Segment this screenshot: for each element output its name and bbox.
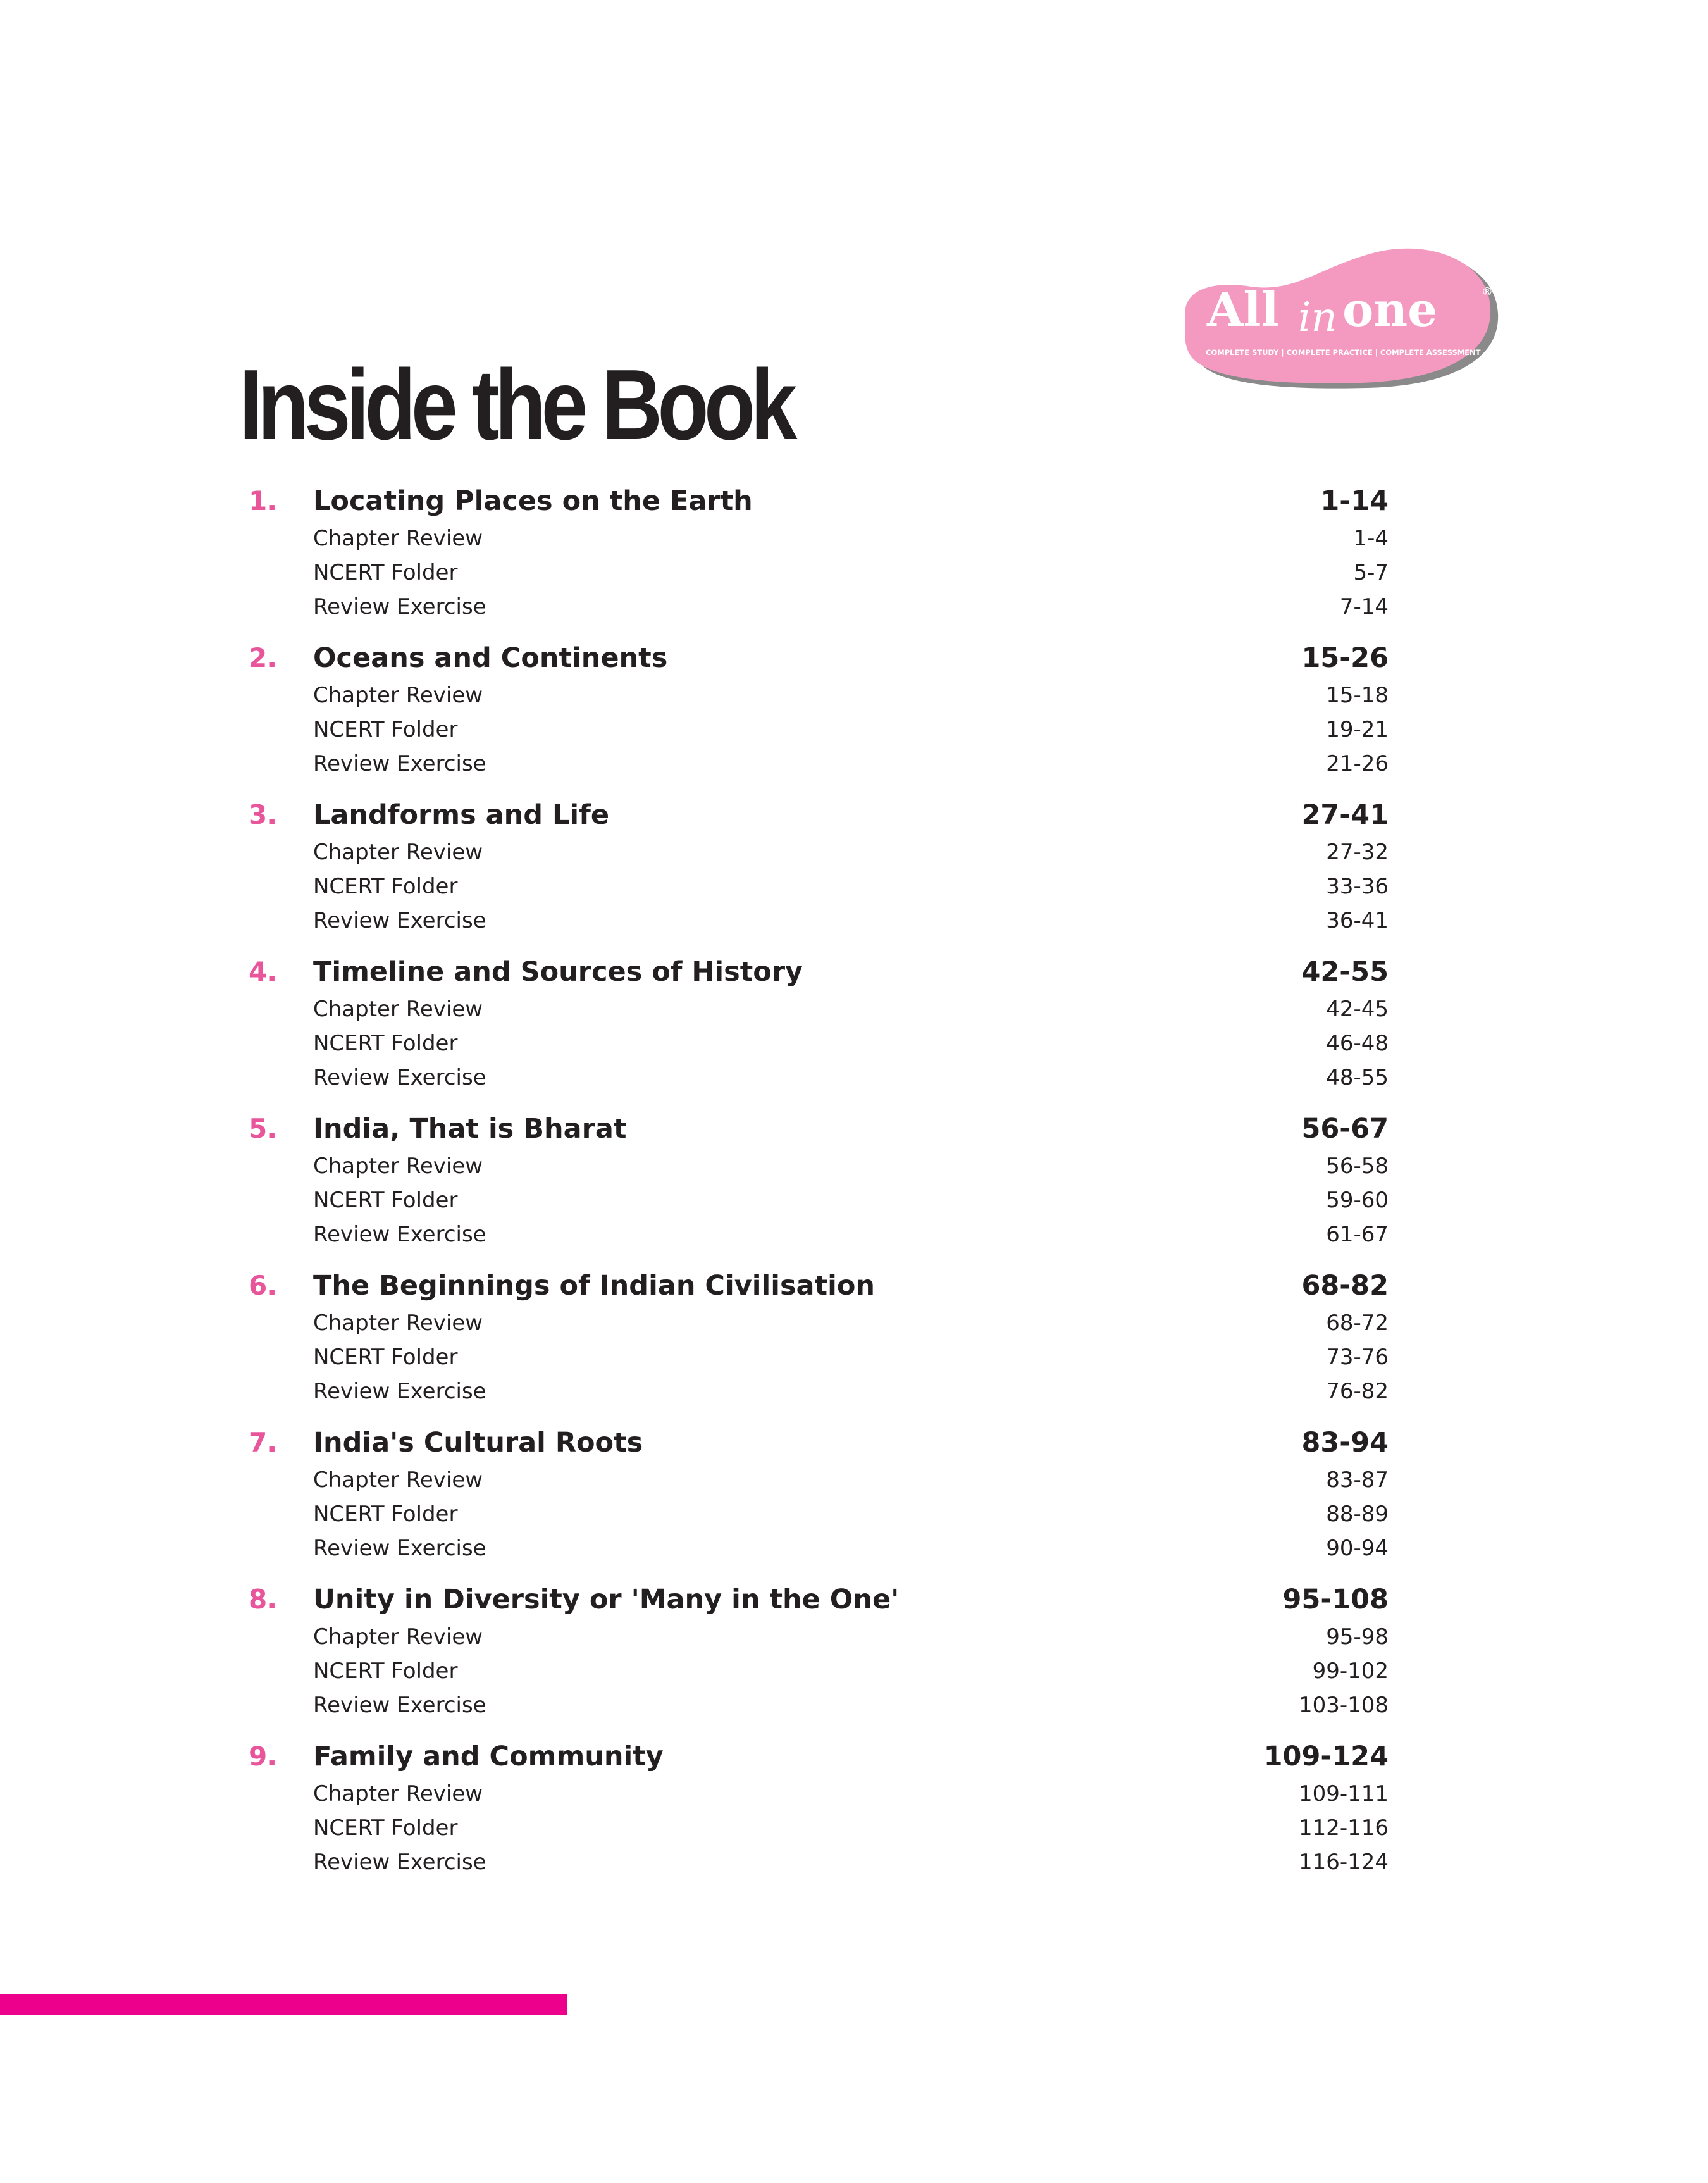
section-row [0,835,1708,869]
section-label: Review Exercise [313,594,486,619]
section-page-range: 59-60 [1326,1188,1389,1213]
section-row [0,1374,1708,1409]
section-label: Review Exercise [313,1379,486,1404]
section-row [0,1654,1708,1688]
section-row [0,1026,1708,1060]
section-page-range: 15-18 [1326,683,1389,708]
section-page-range: 46-48 [1326,1031,1389,1056]
section-label: Chapter Review [313,683,483,708]
chapter-title: Landforms and Life [313,799,610,831]
section-row [0,1497,1708,1531]
section-label: Chapter Review [313,1624,483,1650]
section-label: NCERT Folder [313,560,458,585]
section-label: Review Exercise [313,1693,486,1718]
section-page-range: 5-7 [1353,560,1389,585]
chapter-title: Family and Community [313,1741,664,1772]
section-page-range: 48-55 [1326,1065,1389,1090]
chapter-entry [0,1581,1708,1726]
section-row [0,590,1708,624]
section-label: Review Exercise [313,1536,486,1561]
chapter-number: 4. [249,956,278,987]
section-label: Chapter Review [313,1781,483,1807]
section-row [0,1620,1708,1654]
section-page-range: 112-116 [1298,1815,1389,1841]
section-row [0,1340,1708,1374]
section-row [0,904,1708,938]
section-label: NCERT Folder [313,874,458,899]
section-label: NCERT Folder [313,1815,458,1841]
section-row [0,1777,1708,1811]
chapter-number: 2. [249,642,278,673]
section-page-range: 1-4 [1353,526,1389,551]
logo-text-all: All [1207,283,1279,337]
section-label: Review Exercise [313,751,486,776]
section-page-range: 95-98 [1326,1624,1389,1650]
section-row [0,521,1708,556]
chapter-title: Timeline and Sources of History [313,956,803,988]
section-row [0,1183,1708,1217]
chapter-entry [0,1738,1708,1883]
section-page-range: 7-14 [1339,594,1389,619]
section-label: Chapter Review [313,1310,483,1336]
chapter-entry [0,639,1708,785]
section-row [0,1149,1708,1183]
chapter-entry [0,1267,1708,1412]
section-page-range: 27-32 [1326,840,1389,865]
section-page-range: 42-45 [1326,997,1389,1022]
chapter-title: The Beginnings of Indian Civilisation [313,1270,876,1302]
section-page-range: 68-72 [1326,1310,1389,1336]
section-page-range: 33-36 [1326,874,1389,899]
section-page-range: 76-82 [1326,1379,1389,1404]
chapter-title: India, That is Bharat [313,1113,627,1145]
logo-text-one: one [1342,283,1438,337]
section-label: NCERT Folder [313,1031,458,1056]
accent-bar [0,1994,567,2015]
chapter-number: 8. [249,1584,278,1615]
section-page-range: 73-76 [1326,1345,1389,1370]
section-row [0,678,1708,712]
chapter-number: 3. [249,799,278,830]
section-row [0,1531,1708,1565]
section-row [0,712,1708,747]
chapter-page-range: 95-108 [1282,1584,1389,1615]
section-label: NCERT Folder [313,1345,458,1370]
logo-text-in: in [1298,294,1337,341]
section-page-range: 36-41 [1326,908,1389,933]
chapter-page-range: 27-41 [1301,799,1389,831]
chapter-title: Oceans and Continents [313,642,668,674]
section-label: Chapter Review [313,1467,483,1493]
section-label: NCERT Folder [313,717,458,742]
section-row [0,1688,1708,1722]
section-row [0,869,1708,904]
chapter-number: 9. [249,1741,278,1772]
chapter-entry [0,1110,1708,1255]
chapter-page-range: 15-26 [1301,642,1389,674]
section-row [0,747,1708,781]
page-title: Inside the Book [239,349,793,461]
logo-registered-mark: ® [1482,285,1493,299]
chapter-entry [0,1424,1708,1569]
section-label: Review Exercise [313,1850,486,1875]
section-row [0,1463,1708,1497]
section-label: NCERT Folder [313,1502,458,1527]
section-page-range: 109-111 [1298,1781,1389,1807]
section-row [0,1306,1708,1340]
section-row [0,1217,1708,1252]
section-page-range: 61-67 [1326,1222,1389,1247]
section-label: Chapter Review [313,526,483,551]
section-row [0,1060,1708,1095]
chapter-page-range: 42-55 [1301,956,1389,988]
chapter-title: Unity in Diversity or 'Many in the One' [313,1584,900,1615]
chapter-page-range: 83-94 [1301,1427,1389,1458]
section-page-range: 99-102 [1312,1658,1389,1684]
section-label: NCERT Folder [313,1188,458,1213]
section-label: NCERT Folder [313,1658,458,1684]
chapter-entry [0,953,1708,1098]
section-label: Chapter Review [313,997,483,1022]
section-row [0,556,1708,590]
section-label: Chapter Review [313,840,483,865]
section-label: Review Exercise [313,908,486,933]
section-label: Review Exercise [313,1222,486,1247]
section-label: Chapter Review [313,1154,483,1179]
section-page-range: 21-26 [1326,751,1389,776]
chapter-page-range: 68-82 [1301,1270,1389,1302]
chapter-entry [0,482,1708,628]
chapter-number: 5. [249,1113,278,1144]
section-page-range: 83-87 [1326,1467,1389,1493]
chapter-number: 6. [249,1270,278,1301]
section-row [0,992,1708,1026]
section-label: Review Exercise [313,1065,486,1090]
chapter-number: 1. [249,485,278,516]
chapter-page-range: 1-14 [1320,485,1389,517]
chapter-number: 7. [249,1427,278,1458]
section-row [0,1845,1708,1879]
chapter-page-range: 109-124 [1263,1741,1389,1772]
section-page-range: 88-89 [1326,1502,1389,1527]
chapter-page-range: 56-67 [1301,1113,1389,1145]
section-page-range: 103-108 [1298,1693,1389,1718]
section-page-range: 19-21 [1326,717,1389,742]
chapter-entry [0,796,1708,942]
section-page-range: 90-94 [1326,1536,1389,1561]
logo-tagline: COMPLETE STUDY | COMPLETE PRACTICE | COMPLETE ASSESSMENT [1206,348,1481,357]
section-page-range: 56-58 [1326,1154,1389,1179]
section-page-range: 116-124 [1298,1850,1389,1875]
chapter-title: India's Cultural Roots [313,1427,643,1458]
chapter-title: Locating Places on the Earth [313,485,753,517]
section-row [0,1811,1708,1845]
